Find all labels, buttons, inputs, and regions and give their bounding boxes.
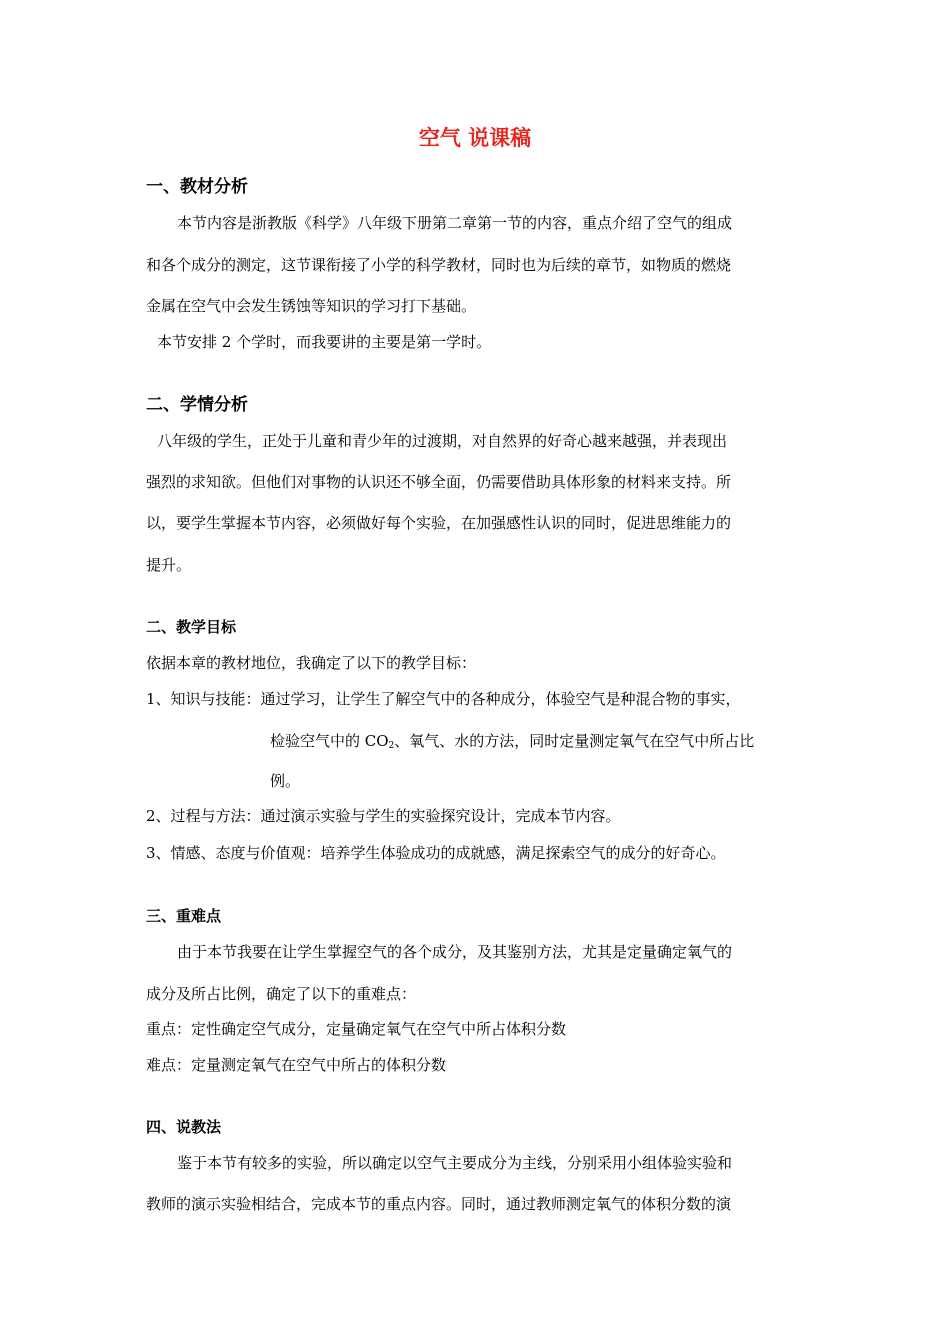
goal-item-knowledge-cont [270, 731, 930, 757]
paragraph-line: 和各个成分的测定，这节课衔接了小学的科学教材，同时也为后续的章节，如物质的燃烧 [146, 256, 732, 274]
paragraph-line: 鉴于本节有较多的实验，所以确定以空气主要成分为主线，分别采用小组体验实验和 [177, 1154, 733, 1172]
section-heading-student-analysis: 二、学情分析 [146, 395, 248, 415]
paragraph-line: 成分及所占比例，确定了以下的重难点： [146, 985, 417, 1003]
paragraph-line: 以，要学生掌握本节内容，必须做好每个实验，在加强感性认识的同时，促进思维能力的 [146, 514, 732, 532]
paragraph-line: 金属在空气中会发生锈蚀等知识的学习打下基础。 [146, 297, 477, 315]
goal-item-attitude: 3、情感、态度与价值观：培养学生体验成功的成就感，满足探索空气的成分的好奇心。 [146, 844, 726, 862]
paragraph-line: 由于本节我要在让学生掌握空气的各个成分，及其鉴别方法，尤其是定量确定氧气的 [177, 943, 733, 961]
section-heading-textbook-analysis: 一、教材分析 [146, 177, 248, 197]
goal-text: 检验空气中的 CO [270, 732, 389, 750]
paragraph-line: 八年级的学生，正处于儿童和青少年的过渡期，对自然界的好奇心越来越强，并表现出 [157, 432, 728, 450]
key-point-line: 重点：定性确定空气成分，定量确定氧气在空气中所占体积分数 [146, 1020, 567, 1038]
paragraph-line: 教师的演示实验相结合，完成本节的重点内容。同时，通过教师测定氧气的体积分数的演 [146, 1195, 732, 1213]
goal-item-process: 2、过程与方法：通过演示实验与学生的实验探究设计，完成本节内容。 [146, 807, 621, 825]
paragraph-line: 本节安排 2 个学时，而我要讲的主要是第一学时。 [157, 333, 492, 351]
document-title: 空气 说课稿 [418, 126, 532, 150]
goal-text: 、氧气、水的方法，同时定量测定氧气在空气中所占比 [394, 732, 755, 750]
section-heading-teaching-method: 四、说教法 [146, 1118, 222, 1136]
section-heading-teaching-goals: 二、教学目标 [146, 618, 237, 636]
paragraph-line: 依据本章的教材地位，我确定了以下的教学目标： [146, 654, 477, 672]
goal-item-knowledge-cont: 例。 [270, 772, 301, 790]
paragraph-line: 本节内容是浙教版《科学》八年级下册第二章第一节的内容，重点介绍了空气的组成 [177, 214, 733, 232]
difficult-point-line: 难点：定量测定氧气在空气中所占的体积分数 [146, 1056, 447, 1074]
subscript: 2 [388, 741, 395, 751]
paragraph-line: 强烈的求知欲。但他们对事物的认识还不够全面，仍需要借助具体形象的材料来支持。所 [146, 473, 732, 491]
goal-item-knowledge: 1、知识与技能：通过学习，让学生了解空气中的各种成分，体验空气是种混合物的事实， [146, 690, 741, 708]
section-heading-key-points: 三、重难点 [146, 907, 222, 925]
paragraph-line: 提升。 [146, 556, 192, 574]
